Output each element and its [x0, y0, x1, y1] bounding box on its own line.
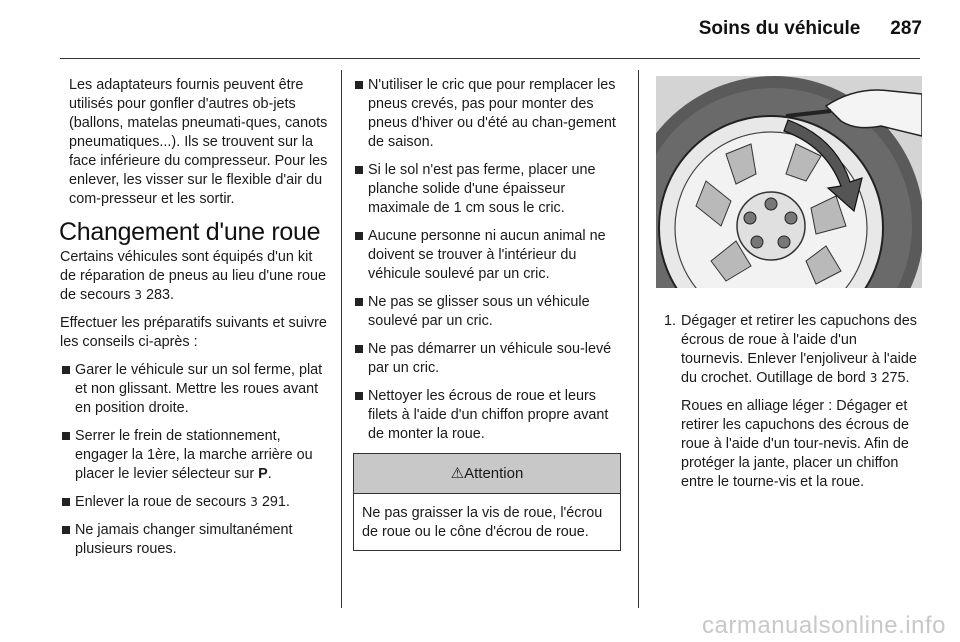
page-header [699, 18, 922, 40]
list-item: Serrer le frein de stationnement, engager la 1ère, la marche arrière ou placer le levier sélecteur sur P. [60, 427, 328, 484]
bullet-list-2 [353, 76, 623, 444]
warning-triangle-icon: ⚠ [450, 465, 465, 482]
column-1 [60, 76, 328, 568]
section-heading: Changement d'une roue [59, 218, 321, 246]
step-1 [656, 312, 922, 492]
wheel-cover-icon [656, 76, 922, 288]
page-number: 287 [890, 18, 922, 39]
column-divider-1 [341, 70, 342, 608]
intro-paragraph: Les adaptateurs fournis peuvent être utilisés pour gonfler d'autres ob-jets (ballons, matelas pneumati-ques, canots pneumatiques...). Ils se trouvent sur la face inférieure du compresseur. Pour les enlever, les visser sur le flexible d'air du com-presseur et les sortir. [69, 77, 328, 207]
list-item: Garer le véhicule sur un sol ferme, plat et non glissant. Mettre les roues avant en position droite. [60, 361, 328, 418]
step-1-alloy-text: Roues en alliage léger : Dégager et retirer les capuchons des écrous de roue à l'aide d'un tour-nevis. Afin de protéger la jante, placer un chiffon entre le tourne-vis et la roue. [681, 398, 909, 490]
wheel-illustration [656, 76, 922, 288]
list-item: Si le sol n'est pas ferme, placer une planche solide d'une épaisseur maximale de 1 cm sous le cric. [353, 161, 623, 218]
attention-title: ⚠Attention [354, 454, 620, 494]
list-item: Nettoyer les écrous de roue et leurs filets à l'aide d'un chiffon propre avant de monter la roue. [353, 387, 623, 444]
paragraph-kit: Certains véhicules sont équipés d'un kit de réparation de pneus au lieu d'une roue de secours 3 283. [60, 249, 326, 303]
reference-arrow-icon: 3 [250, 495, 258, 509]
header-divider [60, 58, 920, 59]
watermark: carmanualsonline.info [702, 612, 946, 639]
step-number: 1. [664, 313, 677, 329]
list-item: Ne pas démarrer un véhicule sou-levé par un cric. [353, 340, 623, 378]
paragraph-prep: Effectuer les préparatifs suivants et suivre les conseils ci-après : [60, 315, 327, 350]
column-3 [656, 76, 922, 501]
column-2 [353, 76, 623, 551]
list-item: Ne jamais changer simultanément plusieurs roues. [60, 521, 328, 559]
column-divider-2 [638, 70, 639, 608]
list-item: N'utiliser le cric que pour remplacer les pneus crevés, pas pour monter des pneus d'hiver ou d'été au chan-gement de saison. [353, 76, 623, 152]
list-item: Ne pas se glisser sous un véhicule soulevé par un cric. [353, 293, 623, 331]
section-title: Soins du véhicule [698, 18, 861, 39]
bullet-list-1 [60, 361, 328, 559]
attention-body: Ne pas graisser la vis de roue, l'écrou de roue ou le cône d'écrou de roue. [362, 505, 603, 540]
attention-box [353, 453, 621, 551]
reference-arrow-icon: 3 [134, 288, 143, 302]
reference-arrow-icon: 3 [869, 371, 878, 385]
list-item: Enlever la roue de secours 3 291. [60, 493, 328, 512]
step-1-text: Dégager et retirer les capuchons des écrous de roue à l'aide d'un tournevis. Enlever l'enjoliveur à l'aide du crochet. Outillage de bord 3 275. [681, 313, 917, 386]
list-item: Aucune personne ni aucun animal ne doivent se trouver à l'intérieur du véhicule soulevé par un cric. [353, 227, 623, 284]
